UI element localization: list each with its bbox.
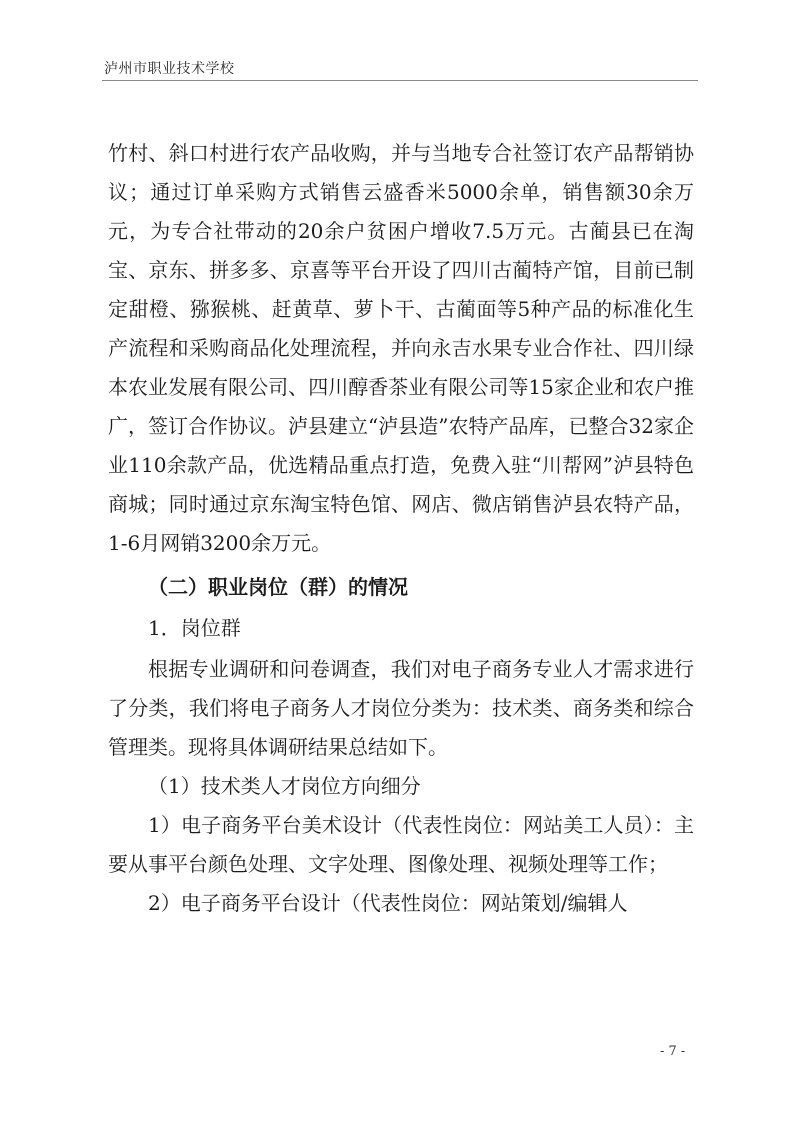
document-body: [108, 134, 694, 923]
page-number: - 7 -: [660, 1044, 686, 1059]
list-item-2: 2）电子商务平台设计（代表性岗位：网站策划/编辑人: [148, 891, 628, 915]
paragraph-intro: 根据专业调研和问卷调查，我们对电子商务专业人才需求进行了分类，我们将电子商务人才岗位分类为：技术类、商务类和综合管理类。现将具体调研结果总结如下。: [108, 657, 694, 759]
header-school-name: 泸州市职业技术学校: [104, 61, 235, 77]
list-heading: （1）技术类人才岗位方向细分: [148, 774, 421, 798]
subsection-heading: 1．岗位群: [148, 616, 241, 640]
section-heading: （二）职业岗位（群）的情况: [148, 575, 408, 599]
header-divider: [102, 80, 698, 81]
paragraph-continued: 竹村、斜口村进行农产品收购，并与当地专合社签订农产品帮销协议；通过订单采购方式销售云盛香米5000余单，销售额30余万元，为专合社带动的20余户贫困户增收7.5万元。古蔺县已在淘宝、京东、拼多多、京喜等平台开设了四川古蔺特产馆，目前已制定甜橙、猕猴桃、赶黄草、萝卜干、古蔺面等5种产品的标准化生产流程和采购商品化处理流程，并向永吉水果专业合作社、四川绿本农业发展有限公司、四川醇香茶业有限公司等15家企业和农户推广，签订合作协议。泸县建立“泸县造”农特产品库，已整合32家企业110余款产品，优选精品重点打造，免费入驻“川帮网”泸县特色商城；同时通过京东淘宝特色馆、网店、微店销售泸县农特产品，1-6月网销3200余万元。: [108, 141, 694, 555]
list-item-1: 1）电子商务平台美术设计（代表性岗位：网站美工人员）：主要从事平台颜色处理、文字处理、图像处理、视频处理等工作；: [108, 813, 694, 876]
